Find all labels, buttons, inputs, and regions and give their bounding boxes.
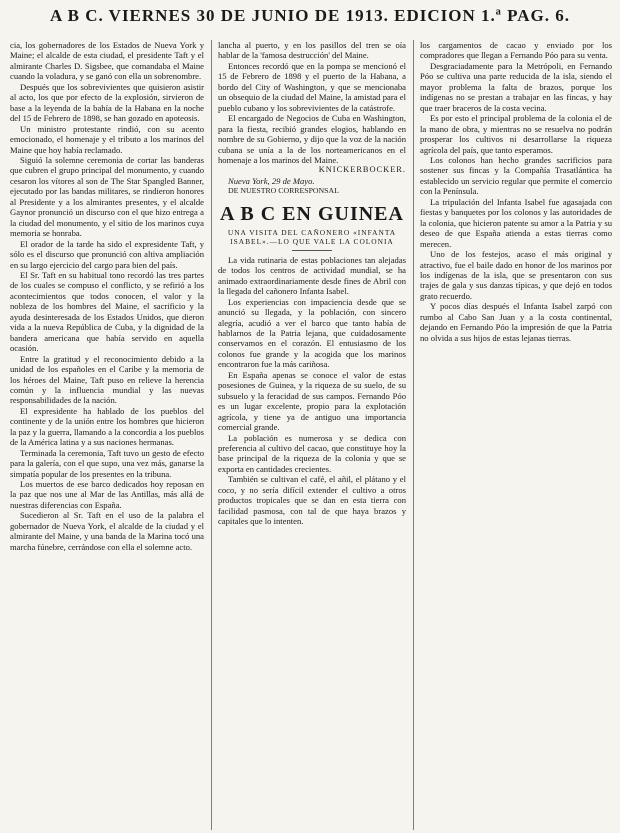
column-3 bbox=[420, 40, 612, 830]
paragraph: Entre la gratitud y el reconocimiento debido a la unidad de los españoles en el Caribe y la memoria de los héroes del Maine, Taft puso en relieve la herencia común y la influencia mundial y las nuevas responsabilidades de la nación. bbox=[10, 353, 204, 406]
page-masthead: A B C. VIERNES 30 DE JUNIO DE 1913. EDICION 1.ª PAG. 6. bbox=[50, 6, 570, 25]
section-label: DE NUESTRO CORRESPONSAL bbox=[228, 186, 339, 196]
paragraph: Y pocos días después el Infanta Isabel zarpó con rumbo al Cabo San Juan y a la costa continental, dejando en Fernando Póo la impresión de que la Patria no olvida a sus hijos de estas lejanas tierras. bbox=[420, 301, 612, 343]
article-dateline: Nueva York, 29 de Mayo. bbox=[228, 175, 315, 186]
paragraph: En España apenas se conoce el valor de estas posesiones de Guinea, y la riqueza de su suelo, de su subsuelo y la feracidad de sus campos. Fernando Póo es un lugar excelente, propio para la explotación agrícola, y tiene ya de antiguo una importancia comercial grande. bbox=[218, 369, 406, 433]
paragraph: El orador de la tarde ha sido el expresidente Taft, y sólo es el discurso que pronunció con altiva ampliación en su largo ejercicio del cargo para bien del país. bbox=[10, 238, 204, 270]
column-rule bbox=[413, 40, 414, 830]
paragraph: También se cultivan el café, el añil, el plátano y el coco, y no sería difícil extender el cultivo a otros productos tropicales que se dan en esta tierra con facilidad pasmosa, con tal de que haya brazos y capitales que lo intenten. bbox=[218, 474, 406, 527]
column-1 bbox=[10, 40, 204, 830]
paragraph: La población es numerosa y se dedica con preferencia al cultivo del cacao, que constituye hoy la base principal de la riqueza de la colonia y que se exporta en cantidades crecientes. bbox=[218, 432, 406, 474]
paragraph: lancha al puerto, y en los pasillos del tren se oía hablar de la 'famosa destrucción' del Maine. bbox=[218, 40, 406, 61]
paragraph: Los muertos de ese barco dedicados hoy reposan en la paz que nos une al Mar de las Antillas, más allá de nuestras diferencias con España. bbox=[10, 479, 204, 510]
paragraph: cia, los gobernadores de los Estados de Nueva York y Maine; el alcalde de esta ciudad, el presidente Taft y el almirante Charles D. Sigsbee, que comandaba el Maine cuando la voladura, y se ganó con ella un sobrenombre. bbox=[10, 40, 204, 82]
column-2 bbox=[218, 40, 406, 830]
paragraph: La tripulación del Infanta Isabel fue agasajada con fiestas y banquetes por los colonos y las autoridades de la colonia, que hicieron patente su amor a la Patria y su deseo de que España atienda a estas tierras como merecen. bbox=[420, 196, 612, 249]
paragraph: El expresidente ha hablado de los pueblos del continente y de la unión entre los hombres que hicieron la paz y la guerra, llamando a la concordia a los pueblos de la América latina y a sus naciones hermanas. bbox=[10, 405, 204, 448]
paragraph: El Sr. Taft en su habitual tono recordó las tres partes de los cuales se compuso el conflicto, y se refirió a los acontecimientos que todos conocen, el valor y la nobleza de los hombres del Maine, el sacrificio y la ayuda desinteresada de los Estados Unidos, que dieron vida a la nueva República de Cuba, y la dignidad de la bandera americana que había servido en aquella ocasión. bbox=[10, 269, 204, 354]
paragraph: Un ministro protestante rindió, con su acento emocionado, el homenaje y el tributo a los marinos del Maine que hoy había reclamado. bbox=[10, 123, 204, 155]
article-subheadline: UNA VISITA DEL CAÑONERO «INFANTA ISABEL».—LO QUE VALE LA COLONIA bbox=[227, 227, 397, 246]
article-signature: KNICKERBOCKER. bbox=[318, 165, 406, 175]
article-headline: A B C EN GUINEA bbox=[220, 202, 404, 225]
paragraph: Entonces recordó que en la pompa se mencionó el 15 de Febrero de 1898 y el puerto de la Habana, a bordo del City of Washington, y que se mencionaba un obsequio de la ciudad del Maine, la amistad para el pueblo cubano y los sobrevivientes de la catástrofe. bbox=[218, 60, 406, 113]
paragraph: los cargamentos de cacao y enviado por los compradores que llegan a Fernando Póo para su venta. bbox=[420, 40, 612, 61]
divider bbox=[292, 250, 332, 251]
column-rule bbox=[211, 40, 212, 830]
paragraph: Los experiencias con impaciencia desde que se anunció su llegada, y la población, con sincero alegría, acudió a ver el barco que tanto había de hablarnos de la Patria lejana, que cuidadosamente conservamos en el corazón. El entusiasmo de los colonos fue grande y la acogida que los marinos encontraron fue la más cariñosa. bbox=[218, 296, 406, 370]
paragraph: Siguió la solemne ceremonia de cortar las banderas que cubren el grupo principal del monumento, y cuando cesaron los vítores al son de The Star Spangled Banner, ejecutado por las bandas militares, se rindieron honores al Presidente y a los almirantes presentes, y el alcalde Gaynor pronunció un discurso con el que hizo entrega a la ciudad del monumento, y el sitio de los marinos cuya memoria se honraba. bbox=[10, 154, 204, 239]
paragraph: Sucedieron al Sr. Taft en el uso de la palabra el gobernador de Nueva York, el alcalde de la ciudad y el almirante del Maine, y una banda de la Marina tocó una marcha fúnebre, cerrándose con ella el solemne acto. bbox=[10, 510, 204, 552]
paragraph: Terminada la ceremonia, Taft tuvo un gesto de efecto para la galería, con el que supo, una vez más, ganarse la simpatía popular de los presentes en la tribuna. bbox=[10, 447, 204, 479]
paragraph: Desgraciadamente para la Metrópoli, en Fernando Póo se cultiva una parte reducida de la isla, siendo el mayor problema la falta de brazos, porque los indígenas no se prestan a trabajar en las fincas, y hay que traer braceros de la costa vecina. bbox=[420, 60, 612, 113]
paragraph: Después que los sobrevivientes que quisieron asistir al acto, los que por efecto de la explosión, sirvieron de base a la leyenda de la bahía de la Habana en la noche del 15 de Febrero de 1898, se han gozado en apoteosis. bbox=[10, 81, 204, 124]
paragraph: El encargado de Negocios de Cuba en Washington, para la fiesta, recibió grandes elogios, hablando en nombre de su Gobierno, y dijo que la voz de la nación cubana se unía a la de los norteamericanos en el homenaje a los marinos del Maine. bbox=[218, 113, 406, 165]
paragraph: Los colonos han hecho grandes sacrificios para sostener sus fincas y la Compañía Trasatlántica ha establecido un servicio regular que permite el comercio con la Península. bbox=[420, 154, 612, 197]
paragraph: La vida rutinaria de estas poblaciones tan alejadas de todos los centros de actividad mundial, se ha animado extraordinariamente desde fines de Abril con la llegada del cañonero Infanta Isabel. bbox=[218, 254, 406, 297]
paragraph: Es por esto el principal problema de la colonia el de la mano de obra, y mientras no se resuelva no podrán prosperar los cultivos ni desarrollarse la riqueza agrícola del país, que tanto esperamos. bbox=[420, 113, 612, 155]
paragraph: Uno de los festejos, acaso el más original y atractivo, fue el baile dado en honor de los marinos por los indígenas de la isla, que se presentaron con sus trajes de gala y sus danzas típicas, y que dejó en todos grato recuerdo. bbox=[420, 249, 612, 301]
